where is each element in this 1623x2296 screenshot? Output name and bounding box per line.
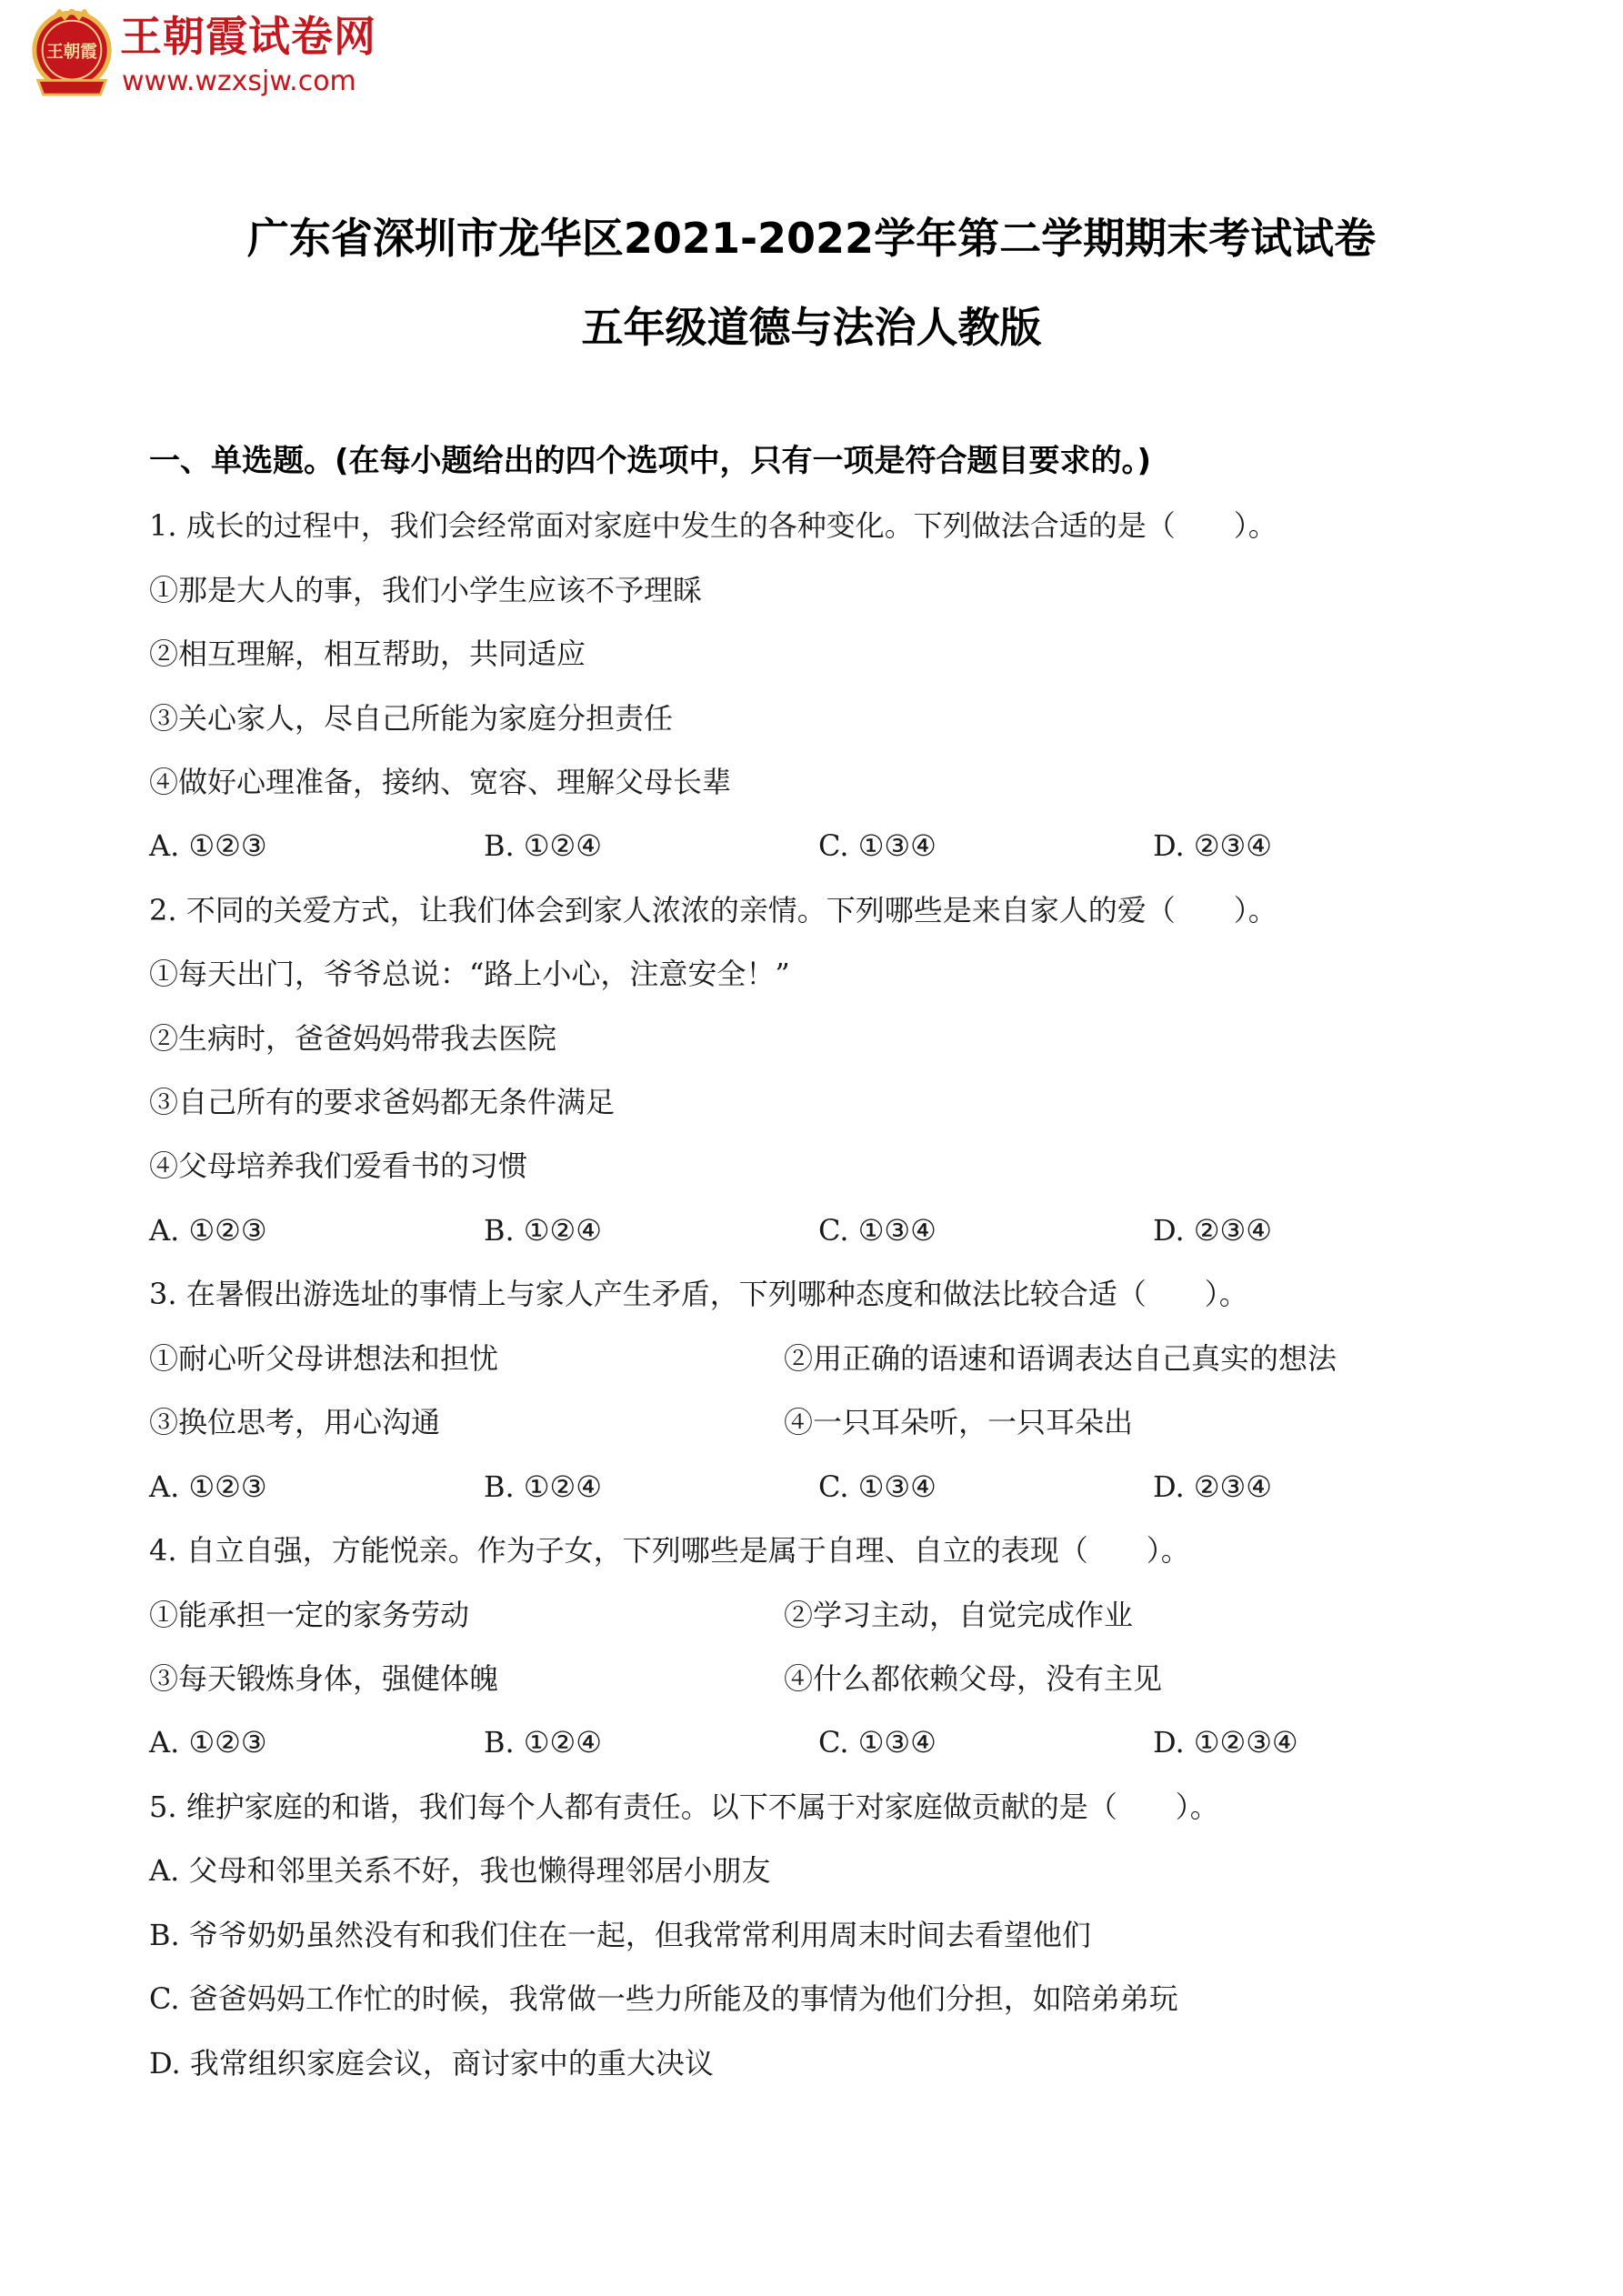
answer-choice: A. ①②③: [149, 828, 267, 863]
question-stem: 3. 在暑假出游选址的事情上与家人产生矛盾，下列哪种态度和做法比较合适（ ）。: [149, 1277, 1248, 1311]
question-item: ④父母培养我们爱看书的习惯: [149, 1148, 528, 1183]
seal-icon: [27, 9, 116, 98]
exam-subtitle: 五年级道德与法治人教版: [581, 303, 1042, 352]
answer-choice: D. ②③④: [1153, 1469, 1272, 1504]
answer-choice: B. ①②④: [484, 1725, 602, 1760]
question-item: ①能承担一定的家务劳动: [149, 1598, 470, 1632]
question-item: ②学习主动，自觉完成作业: [784, 1598, 1134, 1632]
answer-option: B. 爷爷奶奶虽然没有和我们住在一起，但我常常利用周末时间去看望他们: [149, 1918, 1091, 1952]
answer-choice: A. ①②③: [149, 1469, 267, 1504]
exam-title: 广东省深圳市龙华区2021-2022学年第二学期期末考试试卷: [246, 214, 1377, 263]
question-stem: 2. 不同的关爱方式，让我们体会到家人浓浓的亲情。下列哪些是来自家人的爱（ ）。: [149, 893, 1277, 927]
question-item: ④一只耳朵听，一只耳朵出: [784, 1405, 1134, 1439]
question-item: ④做好心理准备，接纳、宽容、理解父母长辈: [149, 765, 732, 799]
question-stem: 1. 成长的过程中，我们会经常面对家庭中发生的各种变化。下列做法合适的是（ ）。: [149, 508, 1277, 543]
question-item: ②生病时，爸爸妈妈带我去医院: [149, 1021, 557, 1056]
question-item: ①那是大人的事，我们小学生应该不予理睬: [149, 573, 703, 607]
answer-option: C. 爸爸妈妈工作忙的时候，我常做一些力所能及的事情为他们分担，如陪弟弟玩: [149, 1981, 1178, 2016]
answer-choice: D. ①②③④: [1153, 1725, 1298, 1760]
question-item: ③换位思考，用心沟通: [149, 1405, 441, 1439]
answer-choice: B. ①②④: [484, 1469, 602, 1504]
answer-choice: A. ①②③: [149, 1213, 267, 1248]
site-logo: [27, 9, 409, 100]
question-item: ③自己所有的要求爸妈都无条件满足: [149, 1085, 616, 1119]
site-name: 王朝霞试卷网: [120, 12, 376, 61]
answer-choice: C. ①③④: [818, 1725, 937, 1760]
question-item: ③关心家人，尽自己所能为家庭分担责任: [149, 701, 674, 736]
question-item: ②相互理解，相互帮助，共同适应: [149, 637, 586, 671]
answer-choice: D. ②③④: [1153, 1213, 1272, 1248]
question-item: ①每天出门，爷爷总说：“路上小心，注意安全！”: [149, 957, 790, 991]
question-stem: 5. 维护家庭的和谐，我们每个人都有责任。以下不属于对家庭做贡献的是（ ）。: [149, 1790, 1219, 1824]
answer-choice: C. ①③④: [818, 828, 937, 863]
question-item: ④什么都依赖父母，没有主见: [784, 1661, 1163, 1696]
question-item: ①耐心听父母讲想法和担忧: [149, 1341, 499, 1376]
answer-choice: B. ①②④: [484, 1213, 602, 1248]
seal-text: 王朝霞: [46, 42, 97, 62]
answer-choice: B. ①②④: [484, 828, 602, 863]
answer-choice: C. ①③④: [818, 1469, 937, 1504]
question-item: ③每天锻炼身体，强健体魄: [149, 1661, 499, 1696]
answer-choice: A. ①②③: [149, 1725, 267, 1760]
question-item: ②用正确的语速和语调表达自己真实的想法: [784, 1341, 1337, 1376]
answer-choice: D. ②③④: [1153, 828, 1272, 863]
site-url[interactable]: www.wzxsjw.com: [122, 65, 356, 97]
question-stem: 4. 自立自强，方能悦亲。作为子女，下列哪些是属于自理、自立的表现（ ）。: [149, 1533, 1190, 1568]
section-heading: 一、单选题。(在每小题给出的四个选项中，只有一项是符合题目要求的。): [149, 443, 1152, 479]
answer-choice: C. ①③④: [818, 1213, 937, 1248]
answer-option: D. 我常组织家庭会议，商讨家中的重大决议: [149, 2046, 714, 2080]
answer-option: A. 父母和邻里关系不好，我也懒得理邻居小朋友: [149, 1853, 771, 1888]
